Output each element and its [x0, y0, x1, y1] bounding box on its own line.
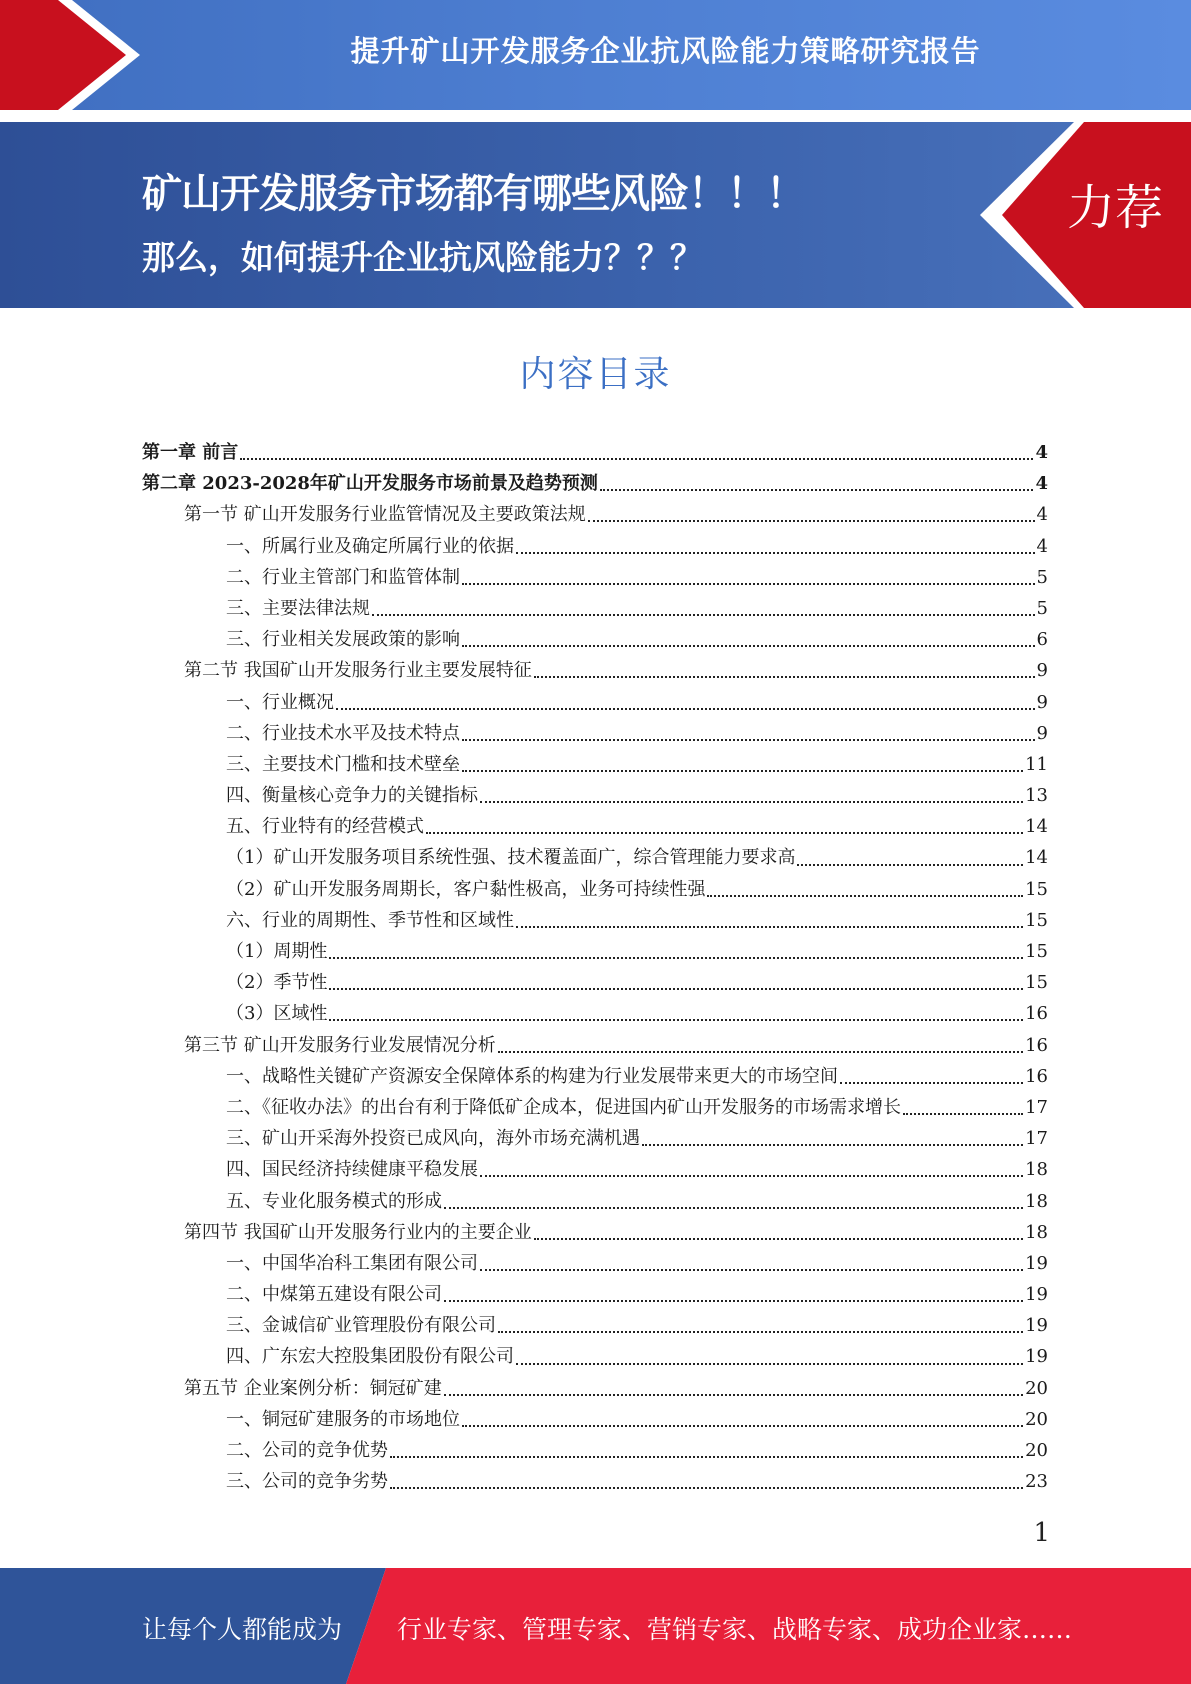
- toc-entry-title: 第一章 前言: [142, 442, 239, 463]
- toc-leader-dots: [516, 925, 1023, 928]
- chevron-arrow-icon: [0, 0, 160, 110]
- toc-entry-title: 二、中煤第五建设有限公司: [226, 1284, 442, 1306]
- toc-leader-dots: [444, 1299, 1023, 1302]
- toc-entry-title: 一、战略性关键矿产资源安全保障体系的构建为行业发展带来更大的市场空间: [226, 1065, 838, 1087]
- toc-entry-page: 18: [1025, 1221, 1048, 1243]
- toc-leader-dots: [480, 1174, 1023, 1177]
- toc-leader-dots: [444, 1393, 1023, 1396]
- toc-entry-title: 四、广东宏大控股集团股份有限公司: [226, 1346, 514, 1368]
- toc-leader-dots: [840, 1081, 1023, 1084]
- toc-entry-title: 二、行业主管部门和监管体制: [226, 566, 460, 588]
- toc-leader-dots: [534, 1237, 1023, 1240]
- toc-entry-page: 5: [1036, 597, 1048, 619]
- toc-entry[interactable]: [142, 1466, 1048, 1497]
- toc-entry[interactable]: [142, 842, 1048, 873]
- toc-entry-page: 17: [1025, 1128, 1048, 1150]
- toc-entry-title: （1）矿山开发服务项目系统性强、技术覆盖面广，综合管理能力要求高: [226, 847, 796, 869]
- toc-entry-title: 二、《征收办法》的出台有利于降低矿企成本，促进国内矿山开发服务的市场需求增长: [226, 1096, 901, 1118]
- toc-entry-title: 一、铜冠矿建服务的市场地位: [226, 1408, 460, 1430]
- toc-entry-title: 第三节 矿山开发服务行业发展情况分析: [184, 1034, 496, 1056]
- toc-leader-dots: [534, 675, 1035, 678]
- toc-entry[interactable]: [142, 998, 1048, 1029]
- toc-entry-page: 13: [1025, 785, 1048, 807]
- toc-entry[interactable]: [142, 1341, 1048, 1372]
- toc-entry-page: 9: [1036, 660, 1048, 682]
- toc-leader-dots: [516, 1362, 1023, 1365]
- toc-leader-dots: [462, 582, 1035, 585]
- toc-leader-dots: [516, 551, 1035, 554]
- recommend-badge: 力荐: [1066, 180, 1163, 236]
- toc-leader-dots: [329, 956, 1023, 959]
- toc-entry-page: 14: [1025, 847, 1048, 869]
- toc-entry[interactable]: [142, 905, 1048, 936]
- toc-entry-page: 15: [1025, 909, 1048, 931]
- toc-leader-dots: [444, 1206, 1023, 1209]
- toc-entry-title: 三、矿山开采海外投资已成风向，海外市场充满机遇: [226, 1128, 640, 1150]
- toc-leader-dots: [498, 1330, 1023, 1333]
- toc-entry-page: 4: [1036, 535, 1048, 557]
- toc-entry-title: 三、金诚信矿业管理股份有限公司: [226, 1315, 496, 1337]
- toc-entry-title: 五、行业特有的经营模式: [226, 816, 424, 838]
- toc-entry[interactable]: [142, 1154, 1048, 1185]
- toc-entry[interactable]: [142, 1404, 1048, 1435]
- toc-leader-dots: [707, 894, 1023, 897]
- toc-leader-dots: [903, 1112, 1023, 1115]
- toc-entry-page: 18: [1025, 1159, 1048, 1181]
- toc-entry-title: （1）周期性: [226, 941, 328, 962]
- toc-entry-title: 三、主要技术门槛和技术壁垒: [226, 753, 460, 775]
- toc-entry[interactable]: [142, 780, 1048, 811]
- toc-leader-dots: [588, 519, 1035, 522]
- toc-entry-page: 15: [1025, 972, 1048, 994]
- toc-entry[interactable]: [142, 1279, 1048, 1310]
- toc-entry-title: 二、公司的竞争优势: [226, 1440, 388, 1461]
- toc-entry[interactable]: [142, 1248, 1048, 1279]
- toc-leader-dots: [462, 1424, 1023, 1427]
- toc-leader-dots: [329, 1018, 1023, 1021]
- toc-leader-dots: [462, 769, 1023, 772]
- toc-entry-page: 23: [1025, 1471, 1048, 1493]
- toc-leader-dots: [336, 707, 1035, 710]
- toc-entry[interactable]: [142, 1061, 1048, 1092]
- toc-entry-page: 19: [1025, 1315, 1048, 1337]
- toc-entry[interactable]: [142, 1186, 1048, 1217]
- toc-entry-page: 5: [1036, 566, 1048, 588]
- toc-entry[interactable]: [142, 499, 1048, 530]
- toc-entry[interactable]: [142, 1217, 1048, 1248]
- toc-entry-title: 三、行业相关发展政策的影响: [226, 629, 460, 651]
- toc-leader-dots: [498, 1050, 1023, 1053]
- toc-entry-page: 9: [1036, 691, 1048, 713]
- toc-entry[interactable]: [142, 562, 1048, 593]
- toc-leader-dots: [642, 1143, 1023, 1146]
- toc-leader-dots: [390, 1455, 1023, 1458]
- toc-entry-page: 15: [1025, 878, 1048, 900]
- toc-entry-page: 20: [1025, 1408, 1048, 1430]
- page-number: 1: [1033, 1518, 1050, 1548]
- toc-entry-page: 16: [1025, 1065, 1048, 1087]
- table-of-contents: [142, 437, 1048, 1497]
- toc-leader-dots: [462, 738, 1035, 741]
- toc-leader-dots: [426, 831, 1023, 834]
- toc-entry-title: 第五节 企业案例分析：铜冠矿建: [184, 1377, 442, 1399]
- top-banner: [0, 0, 1191, 110]
- toc-leader-dots: [462, 644, 1035, 647]
- toc-entry[interactable]: [142, 468, 1048, 499]
- toc-entry[interactable]: [142, 1092, 1048, 1123]
- toc-leader-dots: [390, 1486, 1023, 1489]
- toc-entry[interactable]: [142, 1435, 1048, 1466]
- toc-title: 内容目录: [519, 354, 672, 395]
- toc-entry[interactable]: [142, 1030, 1048, 1061]
- toc-entry[interactable]: [142, 811, 1048, 842]
- toc-entry[interactable]: [142, 874, 1048, 905]
- toc-leader-dots: [600, 488, 1034, 491]
- toc-entry[interactable]: [142, 936, 1048, 967]
- toc-entry-title: 三、公司的竞争劣势: [226, 1471, 388, 1493]
- toc-entry[interactable]: [142, 687, 1048, 718]
- toc-entry-page: 20: [1025, 1440, 1048, 1461]
- toc-entry-page: 19: [1025, 1346, 1048, 1368]
- toc-entry-title: 三、主要法律法规: [226, 597, 370, 619]
- toc-entry-page: 4: [1035, 442, 1048, 463]
- toc-entry[interactable]: [142, 1123, 1048, 1154]
- toc-entry-title: 四、衡量核心竞争力的关键指标: [226, 785, 478, 807]
- toc-entry[interactable]: [142, 967, 1048, 998]
- toc-leader-dots: [240, 457, 1033, 460]
- toc-entry-page: 11: [1025, 753, 1048, 775]
- hero-headline: 矿山开发服务市场都有哪些风险！！！: [142, 171, 805, 217]
- toc-entry[interactable]: [142, 437, 1048, 468]
- toc-entry-title: 一、行业概况: [226, 691, 334, 713]
- footer-slogan-right: 行业专家、管理专家、营销专家、战略专家、成功企业家……: [397, 1615, 1073, 1644]
- toc-entry-page: 6: [1036, 629, 1048, 651]
- toc-entry-page: 16: [1025, 1034, 1048, 1056]
- toc-entry-title: （2）矿山开发服务周期长，客户黏性极高，业务可持续性强: [226, 878, 706, 900]
- hero-band: [0, 122, 1191, 308]
- toc-entry-title: 第一节 矿山开发服务行业监管情况及主要政策法规: [184, 504, 586, 526]
- toc-entry[interactable]: [142, 1373, 1048, 1404]
- toc-entry-page: 4: [1036, 504, 1048, 526]
- toc-entry-page: 18: [1025, 1190, 1048, 1212]
- toc-entry-page: 16: [1025, 1003, 1048, 1025]
- toc-entry-page: 14: [1025, 816, 1048, 838]
- toc-entry-page: 19: [1025, 1252, 1048, 1274]
- toc-entry[interactable]: [142, 749, 1048, 780]
- toc-entry-title: 第二节 我国矿山开发服务行业主要发展特征: [184, 660, 532, 682]
- toc-entry-page: 4: [1035, 473, 1048, 495]
- toc-leader-dots: [797, 863, 1023, 866]
- toc-entry[interactable]: [142, 531, 1048, 562]
- toc-leader-dots: [372, 613, 1035, 616]
- toc-entry[interactable]: [142, 655, 1048, 686]
- toc-entry[interactable]: [142, 624, 1048, 655]
- toc-entry-page: 15: [1025, 941, 1048, 962]
- toc-entry-title: 第四节 我国矿山开发服务行业内的主要企业: [184, 1221, 532, 1243]
- toc-entry-title: 第二章 2023-2028年矿山开发服务市场前景及趋势预测: [142, 473, 598, 495]
- toc-entry-page: 9: [1036, 722, 1048, 744]
- toc-leader-dots: [480, 1268, 1023, 1271]
- toc-entry-title: （2）季节性: [226, 972, 328, 994]
- toc-entry-page: 20: [1025, 1377, 1048, 1399]
- hero-subheadline: 那么，如何提升企业抗风险能力？？？: [142, 238, 703, 277]
- toc-entry-page: 19: [1025, 1284, 1048, 1306]
- toc-leader-dots: [480, 800, 1023, 803]
- toc-entry-page: 17: [1025, 1096, 1048, 1118]
- toc-entry-title: 一、所属行业及确定所属行业的依据: [226, 535, 514, 557]
- toc-entry[interactable]: [142, 718, 1048, 749]
- toc-entry-title: （3）区域性: [226, 1003, 328, 1025]
- footer-slogan-left: 让每个人都能成为: [142, 1615, 343, 1644]
- toc-entry-title: 一、中国华冶科工集团有限公司: [226, 1252, 478, 1274]
- toc-entry[interactable]: [142, 593, 1048, 624]
- toc-entry-title: 四、国民经济持续健康平稳发展: [226, 1159, 478, 1181]
- banner-title: 提升矿山开发服务企业抗风险能力策略研究报告: [350, 34, 981, 68]
- toc-entry-title: 五、专业化服务模式的形成: [226, 1190, 442, 1212]
- toc-entry-title: 二、行业技术水平及技术特点: [226, 722, 460, 744]
- toc-entry[interactable]: [142, 1310, 1048, 1341]
- toc-leader-dots: [329, 987, 1023, 990]
- toc-entry-title: 六、行业的周期性、季节性和区域性: [226, 909, 514, 931]
